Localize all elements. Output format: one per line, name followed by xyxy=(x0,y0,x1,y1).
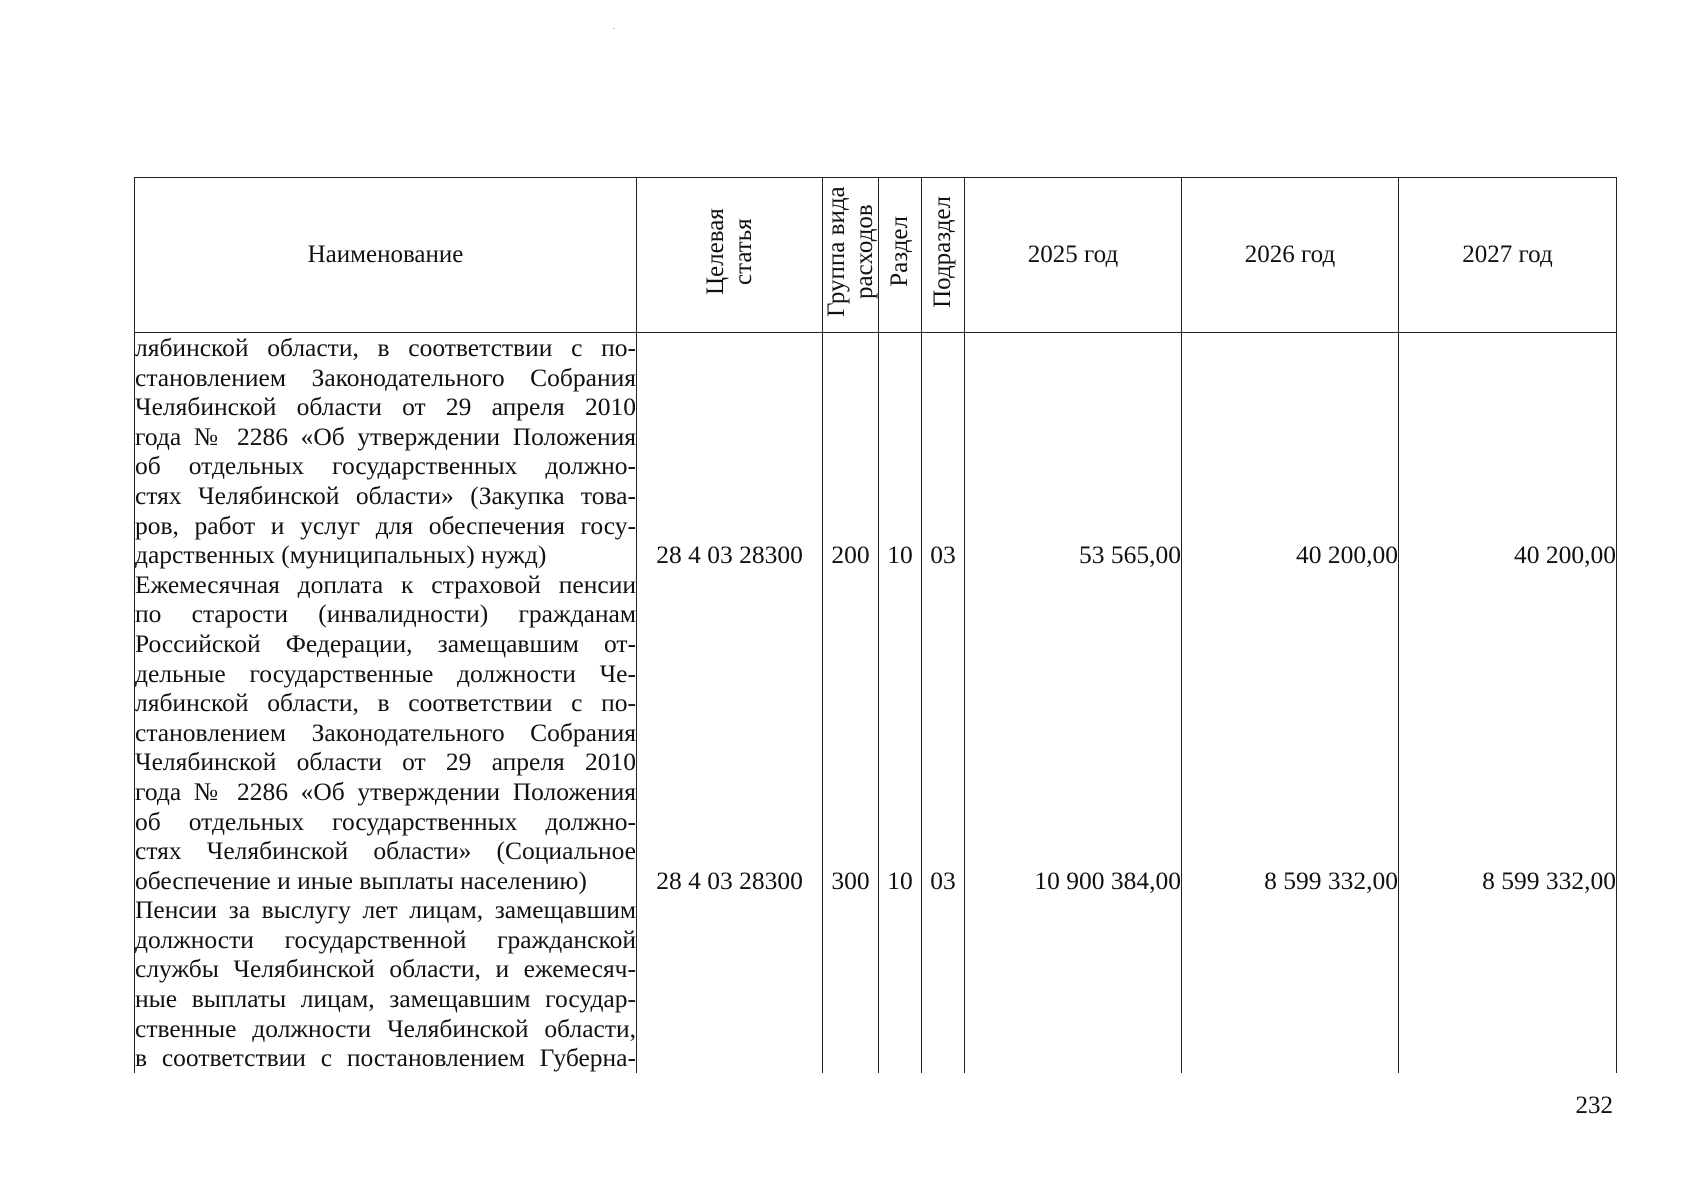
row-2025: 53 565,00 xyxy=(965,333,1182,570)
name-line: ные выплаты лицам, замещавшим государ- xyxy=(135,984,636,1014)
header-subsection-label: Подраздел xyxy=(929,195,956,308)
name-line: ственные должности Челябинской области, xyxy=(135,1013,636,1043)
name-line: об отдельных государственных должно- xyxy=(135,806,636,836)
name-line: становлением Законодательного Собрания xyxy=(135,362,636,392)
header-2027: 2027 год xyxy=(1399,178,1617,333)
row-2027: 8 599 332,00 xyxy=(1399,570,1617,896)
header-2025: 2025 год xyxy=(965,178,1182,333)
row-expense-group: 300 xyxy=(823,570,879,896)
row-expense-group: 200 xyxy=(823,333,879,570)
name-line: Ежемесячная доплата к страховой пенсии xyxy=(135,569,636,599)
header-row xyxy=(135,178,1617,333)
row-section: 10 xyxy=(879,570,922,896)
name-line: обеспечение и иные выплаты населению) xyxy=(135,865,587,895)
row-2026: 8 599 332,00 xyxy=(1182,570,1399,896)
name-line: по старости (инвалидности) гражданам xyxy=(135,599,636,629)
header-target-article-label: Целевая статья xyxy=(701,208,757,295)
name-line: в соответствии с постановлением Губерна- xyxy=(135,1043,636,1073)
header-subsection xyxy=(922,178,965,333)
header-expense-group xyxy=(823,178,879,333)
row-subsection: 03 xyxy=(922,570,965,896)
row-section: 10 xyxy=(879,333,922,570)
header-2026: 2026 год xyxy=(1182,178,1399,333)
name-line: лябинской области, в соответствии с по- xyxy=(135,333,636,362)
name-line: лябинской области, в соответствии с по- xyxy=(135,688,636,718)
name-line: года № 2286 «Об утверждении Положения xyxy=(135,421,636,451)
name-line: дельные государственные должности Че- xyxy=(135,658,636,688)
name-line: дарственных (муниципальных) нужд) xyxy=(135,540,547,570)
row-name xyxy=(135,895,637,1073)
name-line: ров, работ и услуг для обеспечения госу- xyxy=(135,510,636,540)
name-line: стях Челябинской области» (Социальное xyxy=(135,836,636,866)
name-line: Пенсии за выслугу лет лицам, замещавшим xyxy=(135,895,636,925)
table-row xyxy=(135,333,1617,570)
row-2026: 40 200,00 xyxy=(1182,333,1399,570)
row-2027: 40 200,00 xyxy=(1399,333,1617,570)
table-row xyxy=(135,895,1617,1073)
name-line: Российской Федерации, замещавшим от- xyxy=(135,628,636,658)
row-subsection xyxy=(922,895,965,1073)
page-number: 232 xyxy=(1575,1092,1613,1119)
row-expense-group xyxy=(823,895,879,1073)
row-target-article: 28 4 03 28300 xyxy=(637,570,823,896)
row-subsection: 03 xyxy=(922,333,965,570)
header-target-article xyxy=(637,178,823,333)
header-expense-group-label: Группа вида расходов xyxy=(823,186,878,317)
name-line: службы Челябинской области, и ежемесяч- xyxy=(135,954,636,984)
scan-artifact xyxy=(613,28,615,29)
row-2026 xyxy=(1182,895,1399,1073)
row-name xyxy=(135,570,637,896)
header-section-label: Раздел xyxy=(886,216,913,287)
table-row xyxy=(135,570,1617,896)
name-line: Челябинской области от 29 апреля 2010 xyxy=(135,747,636,777)
name-line: становлением Законодательного Собрания xyxy=(135,717,636,747)
header-name: Наименование xyxy=(135,178,637,333)
name-line: должности государственной гражданской xyxy=(135,924,636,954)
row-section xyxy=(879,895,922,1073)
name-line: года № 2286 «Об утверждении Положения xyxy=(135,776,636,806)
header-section xyxy=(879,178,922,333)
row-target-article: 28 4 03 28300 xyxy=(637,333,823,570)
budget-table xyxy=(134,177,1617,1073)
row-2027 xyxy=(1399,895,1617,1073)
row-2025: 10 900 384,00 xyxy=(965,570,1182,896)
row-target-article xyxy=(637,895,823,1073)
name-line: стях Челябинской области» (Закупка това- xyxy=(135,480,636,510)
name-line: об отдельных государственных должно- xyxy=(135,451,636,481)
name-line: Челябинской области от 29 апреля 2010 xyxy=(135,392,636,422)
row-name xyxy=(135,333,637,570)
row-2025 xyxy=(965,895,1182,1073)
